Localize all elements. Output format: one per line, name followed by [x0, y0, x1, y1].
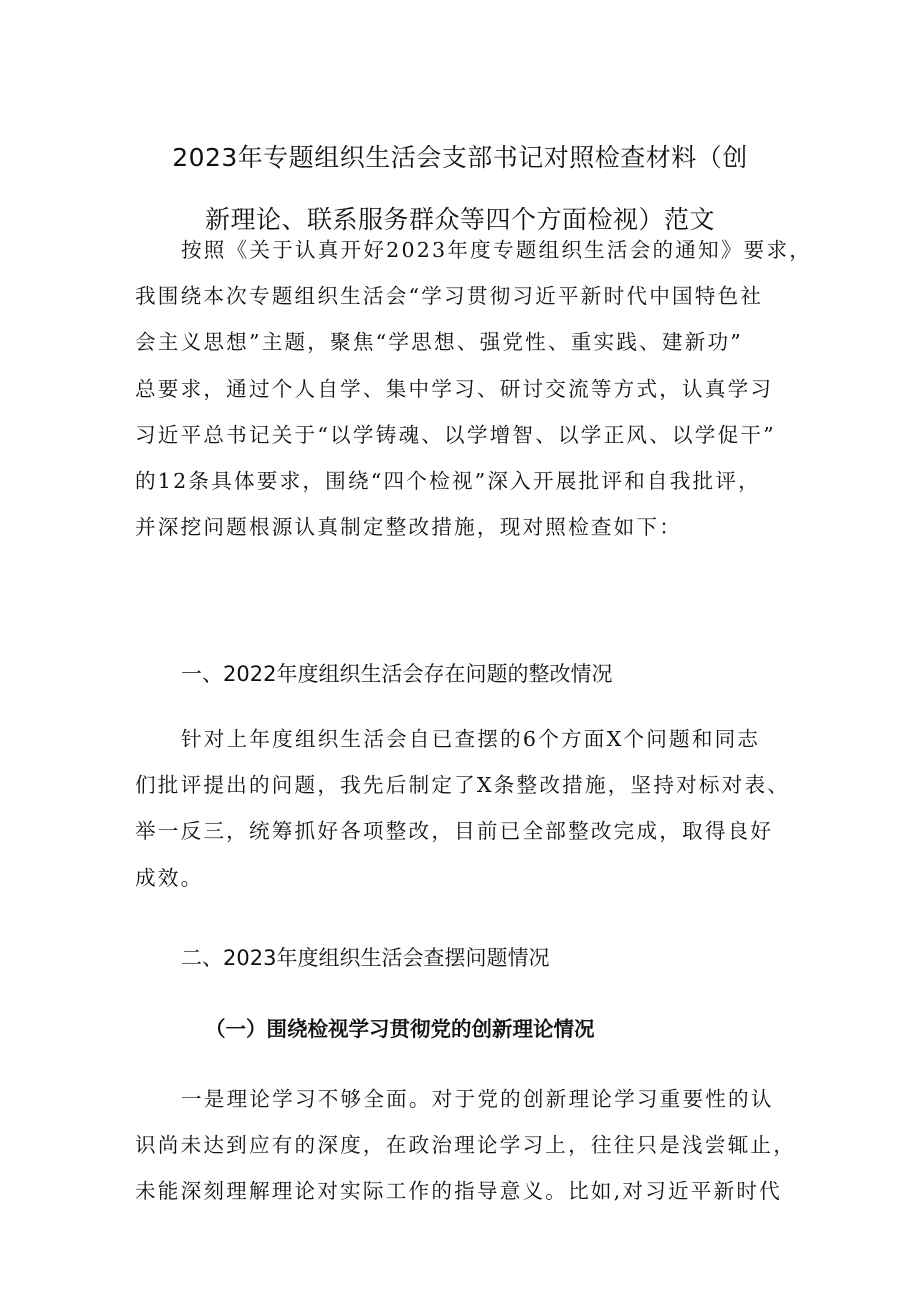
paragraph-line: 未能深刻理解理论对实际工作的指导意义。比如,对习近平新时代 [135, 1179, 782, 1204]
paragraph-line: 成效。 [135, 865, 204, 890]
paragraph-line: 会主义思想”主题，聚焦“学思想、强党性、重实践、建新功” [135, 330, 744, 355]
paragraph-line: 针对上年度组织生活会自已查摆的6个方面X个问题和同志 [181, 727, 761, 751]
paragraph-line: 并深挖问题根源认真制定整改措施，现对照检查如下： [135, 515, 683, 540]
paragraph-line: 一是理论学习不够全面。对于党的创新理论学习重要性的认 [181, 1087, 774, 1111]
paragraph-line: 们批评提出的问题，我先后制定了X条整改措施，坚持对标对表、 [135, 773, 791, 798]
section-2-paragraph [135, 1076, 800, 1215]
intro-paragraph [135, 227, 813, 550]
paragraph-line: 识尚未达到应有的深度，在政治理论学习上，往往只是浅尝辄止， [135, 1133, 797, 1158]
section-2-subheading: （一）围绕检视学习贯彻党的创新理论情况 [205, 1017, 595, 1041]
document-title-line-1: 2023年专题组织生活会支部书记对照检查材料（创 [172, 143, 748, 172]
section-1-heading: 一、2022年度组织生活会存在问题的整改情况 [181, 662, 613, 686]
paragraph-line: 我围绕本次专题组织生活会“学习贯彻习近平新时代中国特色社 [135, 284, 764, 309]
section-2-heading: 二、2023年度组织生活会查摆问题情况 [181, 946, 550, 970]
document-title-line-2: 新理论、联系服务群众等四个方面检视）范文 [204, 205, 715, 234]
paragraph-line: 举一反三，统筹抓好各项整改，目前已全部整改完成，取得良好 [135, 819, 774, 844]
section-1-paragraph [135, 716, 800, 901]
paragraph-line: 按照《关于认真开好2023年度专题组织生活会的通知》要求， [181, 238, 813, 262]
paragraph-line: 总要求，通过个人自学、集中学习、研讨交流等方式，认真学习 [135, 376, 774, 401]
paragraph-line: 习近平总书记关于“以学铸魂、以学增智、以学正风、以学促干” [135, 422, 776, 447]
paragraph-line: 的12条具体要求，围绕“四个检视”深入开展批评和自我批评， [135, 468, 761, 493]
